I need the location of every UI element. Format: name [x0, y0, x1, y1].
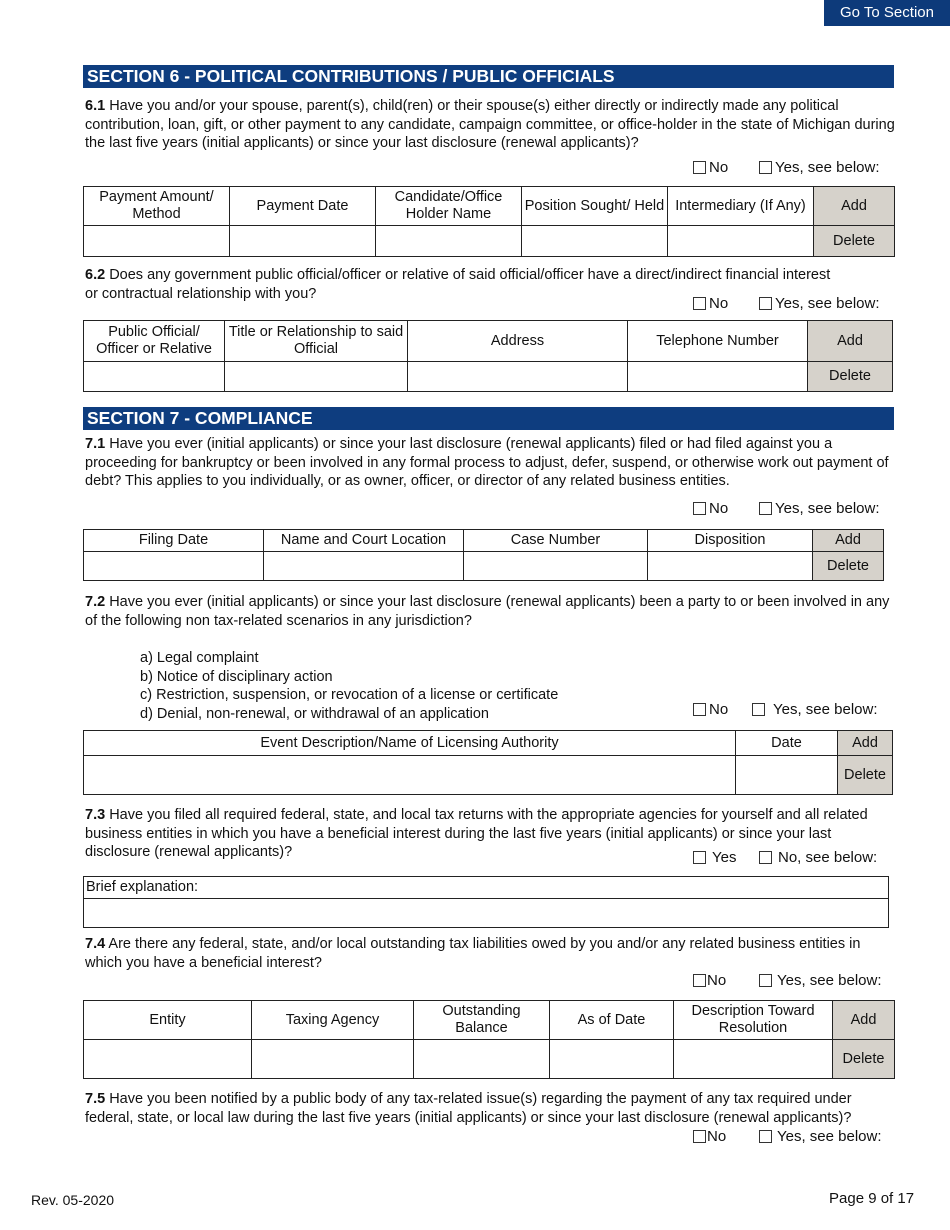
checkbox-box[interactable]	[693, 974, 706, 987]
question-text: Have you filed all required federal, state, and local tax returns with the appropriate agencies for yourself and all related business entities in which you have a beneficial interest during the last five years (initial applicants) or since your last disclosure (renewal applicants)?	[85, 807, 868, 860]
q73-no-checkbox[interactable]	[759, 849, 877, 866]
checkbox-box[interactable]	[759, 974, 772, 987]
q71-yes-checkbox[interactable]	[759, 500, 880, 517]
checkbox-box[interactable]	[759, 1130, 772, 1143]
table-cell-input[interactable]	[84, 756, 736, 795]
checkbox-box[interactable]	[759, 161, 772, 174]
question-text: Have you ever (initial applicants) or since your last disclosure (renewal applicants) been a party to or been involved in any of the following non tax-related scenarios in any jurisdiction?	[85, 594, 890, 629]
q71-no-checkbox[interactable]	[693, 500, 728, 517]
table-cell-input[interactable]	[668, 226, 814, 257]
add-row-button[interactable]: Add	[808, 321, 893, 362]
question-number: 7.5	[85, 1091, 106, 1107]
q62-yes-checkbox[interactable]	[759, 295, 880, 312]
checkbox-box[interactable]	[752, 703, 765, 716]
checkbox-label: Yes, see below:	[775, 159, 880, 176]
question-number: 7.4	[85, 936, 106, 952]
explanation-input[interactable]	[84, 899, 889, 928]
table-cell-input[interactable]	[674, 1040, 833, 1079]
checkbox-label: No	[709, 159, 729, 176]
table-cell-input[interactable]	[84, 1040, 252, 1079]
column-header: Disposition	[648, 530, 813, 552]
checkbox-box[interactable]	[693, 161, 706, 174]
column-header: Description Toward Resolution	[674, 1001, 833, 1040]
q62-no-checkbox[interactable]	[693, 295, 728, 312]
table-cell-input[interactable]	[464, 552, 648, 581]
list-item: d) Denial, non-renewal, or withdrawal of an application	[140, 705, 489, 722]
column-header: Event Description/Name of Licensing Authority	[84, 731, 736, 756]
column-header: Date	[736, 731, 838, 756]
table-cell-input[interactable]	[225, 362, 408, 392]
column-header: Filing Date	[84, 530, 264, 552]
question-text: Are there any federal, state, and/or local outstanding tax liabilities owed by you and/or any related business entities in which you have a beneficial interest?	[85, 936, 861, 971]
checkbox-box[interactable]	[693, 851, 706, 864]
checkbox-label: No	[707, 972, 727, 989]
column-header: Public Official/ Officer or Relative	[84, 321, 225, 362]
checkbox-box[interactable]	[759, 851, 772, 864]
table-cell-input[interactable]	[84, 552, 264, 581]
q62-table	[83, 320, 893, 392]
list-item: a) Legal complaint	[140, 650, 259, 666]
table-cell-input[interactable]	[252, 1040, 414, 1079]
list-item: c) Restriction, suspension, or revocation of a license or certificate	[140, 687, 559, 703]
column-header: Name and Court Location	[264, 530, 464, 552]
question-number: 7.3	[85, 807, 106, 823]
checkbox-label: Yes, see below:	[773, 701, 878, 718]
table-cell-input[interactable]	[628, 362, 808, 392]
page-number: Page 9 of 17	[829, 1190, 915, 1207]
q72-no-checkbox[interactable]	[693, 701, 728, 718]
section-7-header: SECTION 7 - COMPLIANCE	[83, 407, 894, 430]
q72-scenario-list	[140, 649, 558, 723]
checkbox-box[interactable]	[759, 297, 772, 310]
question-number: 6.1	[85, 98, 106, 114]
column-header: Address	[408, 321, 628, 362]
checkbox-label: Yes, see below:	[777, 1128, 882, 1145]
table-cell-input[interactable]	[550, 1040, 674, 1079]
question-text: Have you ever (initial applicants) or since your last disclosure (renewal applicants) filed or had filed against you a proceeding for bankruptcy or been involved in any formal process to adjust, defer, suspend, or otherwise work out payment of debt? This applies to you individually, or as owner, officer, or director of any related business entities.	[85, 436, 889, 489]
question-7-1	[85, 435, 895, 491]
column-header: Intermediary (If Any)	[668, 187, 814, 226]
table-cell-input[interactable]	[264, 552, 464, 581]
q73-explanation-table	[83, 876, 889, 928]
question-number: 7.2	[85, 594, 106, 610]
add-row-button[interactable]: Add	[833, 1001, 895, 1040]
table-cell-input[interactable]	[84, 362, 225, 392]
section-6-header: SECTION 6 - POLITICAL CONTRIBUTIONS / PUBLIC OFFICIALS	[83, 65, 894, 88]
delete-row-button[interactable]: Delete	[833, 1040, 895, 1079]
table-cell-input[interactable]	[414, 1040, 550, 1079]
table-cell-input[interactable]	[230, 226, 376, 257]
checkbox-label: Yes	[712, 849, 737, 866]
checkbox-label: No	[709, 295, 729, 312]
list-item: b) Notice of disciplinary action	[140, 668, 333, 685]
checkbox-label: No, see below:	[778, 849, 878, 866]
add-row-button[interactable]: Add	[838, 731, 893, 756]
question-number: 7.1	[85, 436, 106, 452]
question-7-4	[85, 935, 895, 972]
table-cell-input[interactable]	[522, 226, 668, 257]
checkbox-box[interactable]	[693, 297, 706, 310]
column-header: Position Sought/ Held	[522, 187, 668, 226]
column-header: Outstanding Balance	[414, 1001, 550, 1040]
question-number: 6.2	[85, 267, 106, 283]
table-cell-input[interactable]	[408, 362, 628, 392]
table-cell-input[interactable]	[84, 226, 230, 257]
checkbox-label: Yes, see below:	[775, 295, 880, 312]
delete-row-button[interactable]: Delete	[814, 226, 895, 257]
column-header: Taxing Agency	[252, 1001, 414, 1040]
q71-table	[83, 529, 884, 581]
column-header: Case Number	[464, 530, 648, 552]
checkbox-label: No	[709, 500, 729, 517]
question-text: Does any government public official/officer or relative of said official/officer have a direct/indirect financial interest or contractual relationship with you?	[85, 267, 831, 302]
column-header: Telephone Number	[628, 321, 808, 362]
q75-yes-checkbox[interactable]	[759, 1128, 882, 1145]
q61-yes-checkbox[interactable]	[759, 159, 880, 176]
checkbox-label: No	[709, 701, 729, 718]
question-6-2	[85, 266, 845, 303]
question-7-2	[85, 593, 895, 630]
table-cell-input[interactable]	[376, 226, 522, 257]
column-header: Candidate/Office Holder Name	[376, 187, 522, 226]
column-header: Title or Relationship to said Official	[225, 321, 408, 362]
question-7-5	[85, 1090, 895, 1127]
add-row-button[interactable]: Add	[814, 187, 895, 226]
delete-row-button[interactable]: Delete	[813, 552, 884, 581]
checkbox-box[interactable]	[759, 502, 772, 515]
table-cell-input[interactable]	[648, 552, 813, 581]
column-header: Payment Date	[230, 187, 376, 226]
column-header: Entity	[84, 1001, 252, 1040]
q72-yes-checkbox[interactable]	[752, 701, 878, 718]
column-header: Payment Amount/ Method	[84, 187, 230, 226]
checkbox-label: Yes, see below:	[777, 972, 882, 989]
q73-yes-checkbox[interactable]	[693, 849, 736, 866]
add-row-button[interactable]: Add	[813, 530, 884, 552]
q61-no-checkbox[interactable]	[693, 159, 728, 176]
checkbox-box[interactable]	[693, 1130, 706, 1143]
checkbox-label: Yes, see below:	[775, 500, 880, 517]
question-text: Have you and/or your spouse, parent(s), child(ren) or their spouse(s) either directly or indirectly made any political contribution, loan, gift, or other payment to any candidate, campaign committee, or office-holder in the state of Michigan during the last five years (initial applicants) or since your last disclosure (renewal applicants)?	[85, 98, 895, 151]
q74-table	[83, 1000, 895, 1079]
column-header: As of Date	[550, 1001, 674, 1040]
delete-row-button[interactable]: Delete	[808, 362, 893, 392]
delete-row-button[interactable]: Delete	[838, 756, 893, 795]
q72-table	[83, 730, 893, 795]
q61-table	[83, 186, 895, 257]
question-text: Have you been notified by a public body of any tax-related issue(s) regarding the payment of any tax required under federal, state, or local law during the last five years (initial applicants) or since your last disclosure (renewal applicants)?	[85, 1091, 852, 1126]
checkbox-box[interactable]	[693, 502, 706, 515]
q75-no-checkbox[interactable]	[693, 1128, 726, 1145]
revision-label: Rev. 05-2020	[31, 1192, 115, 1208]
explanation-label: Brief explanation:	[84, 877, 889, 899]
go-to-section-button[interactable]: Go To Section	[824, 0, 950, 26]
q74-yes-checkbox[interactable]	[759, 972, 882, 989]
table-cell-input[interactable]	[736, 756, 838, 795]
question-6-1	[85, 97, 895, 153]
checkbox-box[interactable]	[693, 703, 706, 716]
checkbox-label: No	[707, 1128, 727, 1145]
q74-no-checkbox[interactable]	[693, 972, 726, 989]
